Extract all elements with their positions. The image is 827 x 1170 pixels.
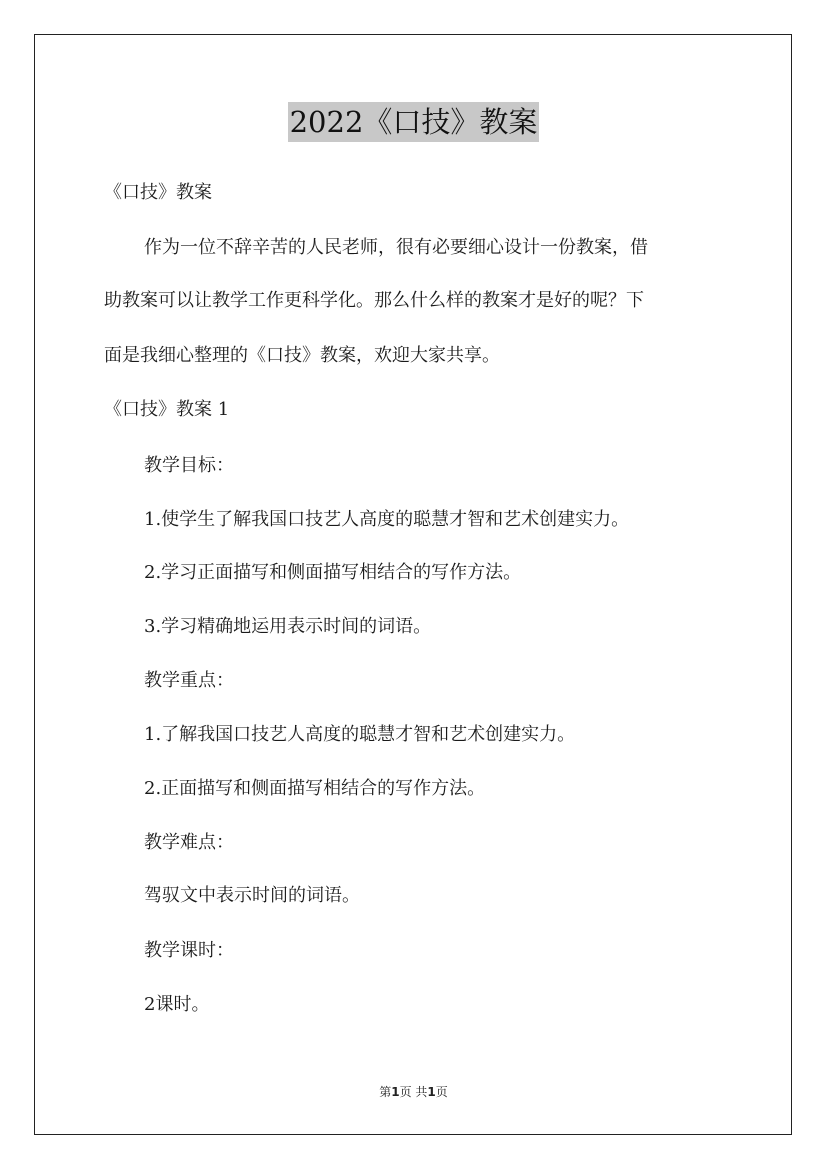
footer-total-pages: 1	[427, 1085, 436, 1099]
footer-suffix: 页	[435, 1085, 448, 1099]
intro-line-3: 面是我细心整理的《口技》教案，欢迎大家共享。	[104, 345, 500, 366]
goals-label: 教学目标：	[144, 455, 234, 476]
footer-mid: 页 共	[399, 1085, 428, 1099]
document-subtitle: 《口技》教案	[104, 182, 212, 203]
key-points-label: 教学重点：	[144, 670, 234, 691]
goal-item-3: 3.学习精确地运用表示时间的词语。	[144, 616, 432, 637]
section-heading: 《口技》教案 1	[104, 399, 230, 420]
goal-item-2: 2.学习正面描写和侧面描写相结合的写作方法。	[144, 562, 522, 583]
goal-item-1: 1.使学生了解我国口技艺人高度的聪慧才智和艺术创建实力。	[144, 509, 630, 530]
footer-prefix: 第	[379, 1085, 392, 1099]
difficulty-text: 驾驭文中表示时间的词语。	[144, 885, 360, 906]
hours-text: 2课时。	[144, 994, 210, 1015]
key-point-item-2: 2.正面描写和侧面描写相结合的写作方法。	[144, 778, 486, 799]
key-point-item-1: 1.了解我国口技艺人高度的聪慧才智和艺术创建实力。	[144, 724, 576, 745]
title-container	[0, 102, 827, 142]
intro-line-1: 作为一位不辞辛苦的人民老师，很有必要细心设计一份教案，借	[144, 237, 648, 258]
footer-current-page: 1	[391, 1085, 400, 1099]
difficulty-label: 教学难点：	[144, 832, 234, 853]
page-footer	[0, 1084, 827, 1100]
document-title: 2022《口技》教案	[288, 102, 540, 142]
hours-label: 教学课时：	[144, 940, 234, 961]
intro-line-2: 助教案可以让教学工作更科学化。那么什么样的教案才是好的呢？下	[104, 290, 644, 311]
